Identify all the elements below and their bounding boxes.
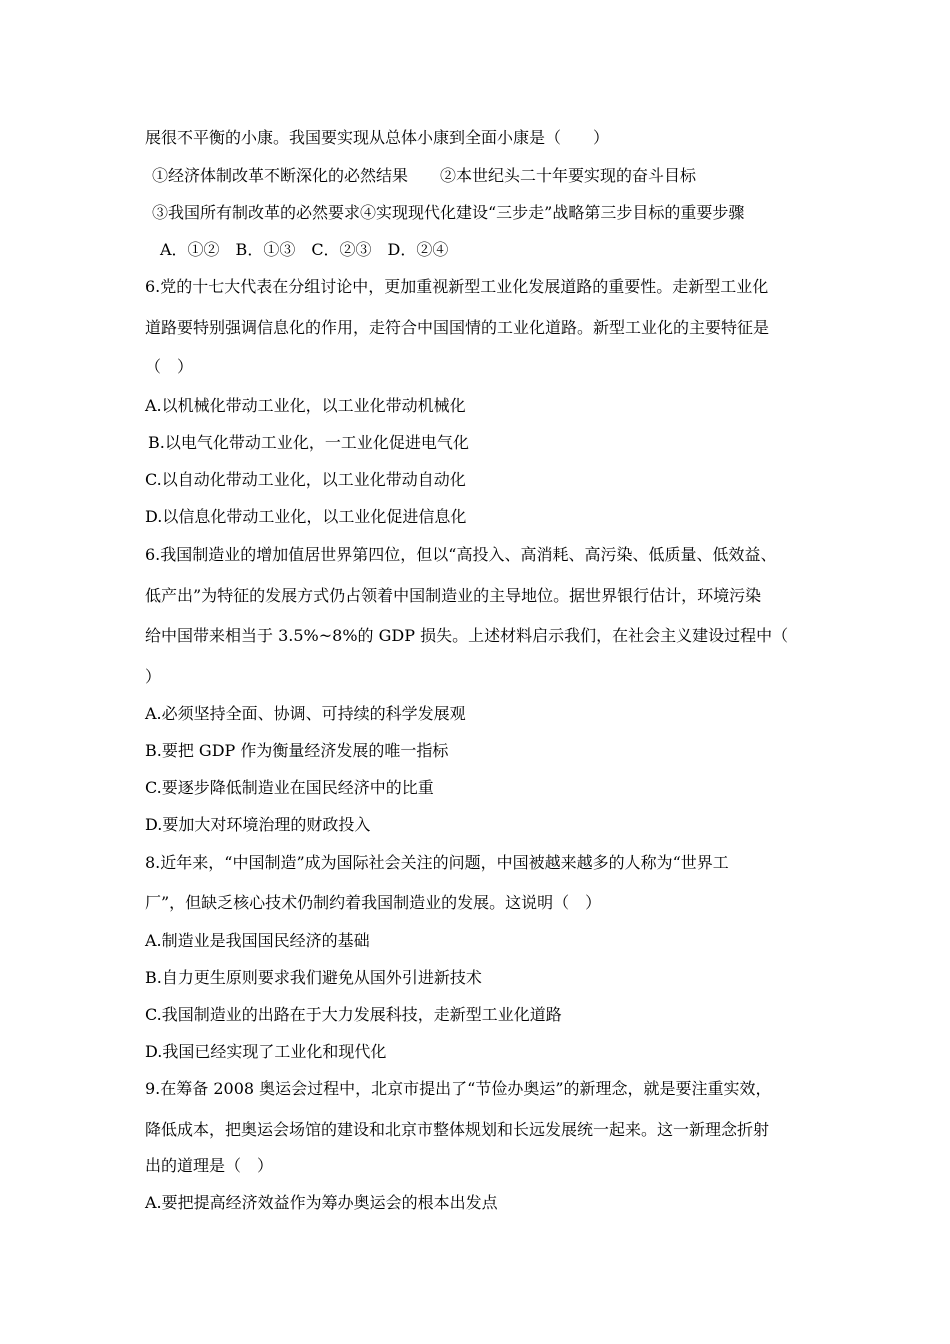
text-line: 道路要特别强调信息化的作用，走符合中国国情的工业化道路。新型工业化的主要特征是 (145, 318, 770, 337)
text-line: B.自力更生原则要求我们避免从国外引进新技术 (145, 968, 482, 987)
text-line: 降低成本，把奥运会场馆的建设和北京市整体规划和长远发展统一起来。这一新理念折射 (145, 1120, 770, 1139)
text-line: B.以电气化带动工业化，一工业化促进电气化 (148, 433, 469, 452)
text-line: A.要把提高经济效益作为筹办奥运会的根本出发点 (145, 1193, 498, 1212)
text-line: A.必须坚持全面、协调、可持续的科学发展观 (145, 704, 466, 723)
text-line: ③我国所有制改革的必然要求④实现现代化建设“三步走”战略第三步目标的重要步骤 (152, 203, 745, 222)
text-line: A.制造业是我国国民经济的基础 (145, 931, 370, 950)
text-line: D.以信息化带动工业化，以工业化促进信息化 (145, 507, 467, 526)
text-line: D.要加大对环境治理的财政投入 (145, 815, 371, 834)
text-line: 厂”，但缺乏核心技术仍制约着我国制造业的发展。这说明（ ） (145, 893, 602, 912)
text-line: D.我国已经实现了工业化和现代化 (145, 1042, 387, 1061)
text-line: B.要把 GDP 作为衡量经济发展的唯一指标 (145, 741, 449, 760)
text-line: 8.近年来，“中国制造”成为国际社会关注的问题，中国被越来越多的人称为“世界工 (145, 853, 729, 872)
text-line: 低产出”为特征的发展方式仍占领着中国制造业的主导地位。据世界银行估计，环境污染 (145, 586, 762, 605)
text-line: C.要逐步降低制造业在国民经济中的比重 (145, 778, 434, 797)
text-line: 给中国带来相当于 3.5%~8%的 GDP 损失。上述材料启示我们，在社会主义建设过程中（ (145, 626, 789, 645)
text-line: 出的道理是（ ） (145, 1156, 274, 1175)
text-line: （ ） (145, 357, 194, 376)
text-line: C.我国制造业的出路在于大力发展科技，走新型工业化道路 (145, 1005, 562, 1024)
text-line: 6.我国制造业的增加值居世界第四位，但以“高投入、高消耗、高污染、低质量、低效益、 (145, 545, 777, 564)
text-line: ） (145, 667, 162, 686)
text-line: A．①② B．①③ C．②③ D．②④ (160, 240, 449, 259)
text-line: 展很不平衡的小康。我国要实现从总体小康到全面小康是（ ） (145, 128, 610, 147)
text-line: 6.党的十七大代表在分组讨论中，更加重视新型工业化发展道路的重要性。走新型工业化 (145, 277, 769, 296)
text-line: C.以自动化带动工业化，以工业化带动自动化 (145, 470, 466, 489)
text-line: 9.在筹备 2008 奥运会过程中，北京市提出了“节俭办奥运”的新理念，就是要注重实效， (145, 1079, 772, 1098)
text-line: A.以机械化带动工业化，以工业化带动机械化 (145, 396, 466, 415)
text-line: ①经济体制改革不断深化的必然结果 ②本世纪头二十年要实现的奋斗目标 (152, 166, 697, 185)
